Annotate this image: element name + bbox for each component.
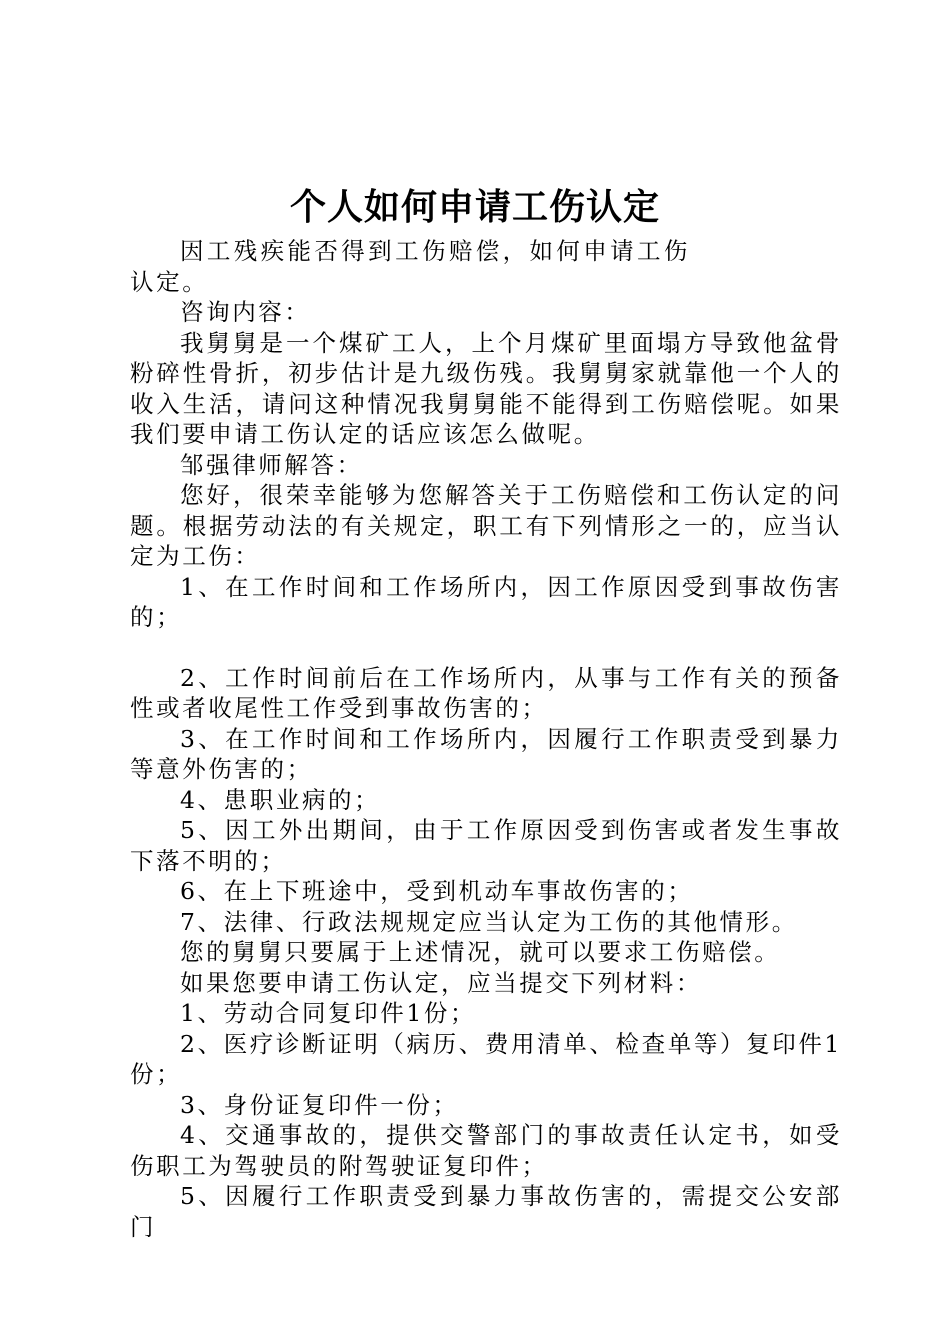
list-item-injury-6: 6、在上下班途中，受到机动车事故伤害的；: [180, 877, 694, 905]
paragraph-consult-heading: 咨询内容：: [180, 298, 311, 326]
paragraph-lawyer-heading: 邹强律师解答：: [180, 450, 363, 479]
paragraph-conclusion: 您的舅舅只要属于上述情况，就可以要求工伤赔偿。: [180, 938, 781, 966]
paragraph-materials-heading: 如果您要申请工伤认定，应当提交下列材料：: [180, 968, 702, 997]
paragraph-intro: 因工残疾能否得到工伤赔偿，如何申请工伤认定。: [130, 237, 690, 296]
paragraph-question: 我舅舅是一个煤矿工人，上个月煤矿里面塌方导致他盆骨粉碎性骨折，初步估计是九级伤残。我舅舅家就靠他一个人的收入生活，请问这种情况我舅舅能不能得到工伤赔偿呢。如果我们要申请工伤认定的话应该怎么做呢。: [130, 328, 842, 448]
document-body: [130, 236, 842, 1242]
list-item-injury-3: 3、在工作时间和工作场所内，因履行工作职责受到暴力等意外伤害的；: [130, 724, 842, 783]
list-item-material-4: 4、交通事故的，提供交警部门的事故责任认定书，如受伤职工为驾驶员的附驾驶证复印件；: [130, 1121, 842, 1180]
list-item-material-3: 3、身份证复印件一份；: [180, 1090, 459, 1119]
list-item-injury-2: 2、工作时间前后在工作场所内，从事与工作有关的预备性或者收尾性工作受到事故伤害的；: [130, 663, 842, 722]
list-item-material-1: 1、劳动合同复印件1份；: [180, 999, 477, 1027]
list-item-injury-7: 7、法律、行政法规规定应当认定为工伤的其他情形。: [180, 907, 798, 936]
list-item-injury-1: 1、在工作时间和工作场所内，因工作原因受到事故伤害的；: [130, 572, 842, 631]
list-item-material-2: 2、医疗诊断证明（病历、费用清单、检查单等）复印件1份；: [130, 1029, 842, 1088]
list-item-injury-5: 5、因工外出期间，由于工作原因受到伤害或者发生事故下落不明的；: [130, 816, 842, 875]
list-item-material-5: 5、因履行工作职责受到暴力事故伤害的，需提交公安部门: [130, 1182, 842, 1241]
paragraph-answer-intro: 您好，很荣幸能够为您解答关于工伤赔偿和工伤认定的问题。根据劳动法的有关规定，职工有下列情形之一的，应当认定为工伤：: [130, 481, 842, 570]
document-title: 个人如何申请工伤认定: [289, 187, 660, 228]
list-item-injury-4: 4、患职业病的；: [180, 785, 381, 814]
